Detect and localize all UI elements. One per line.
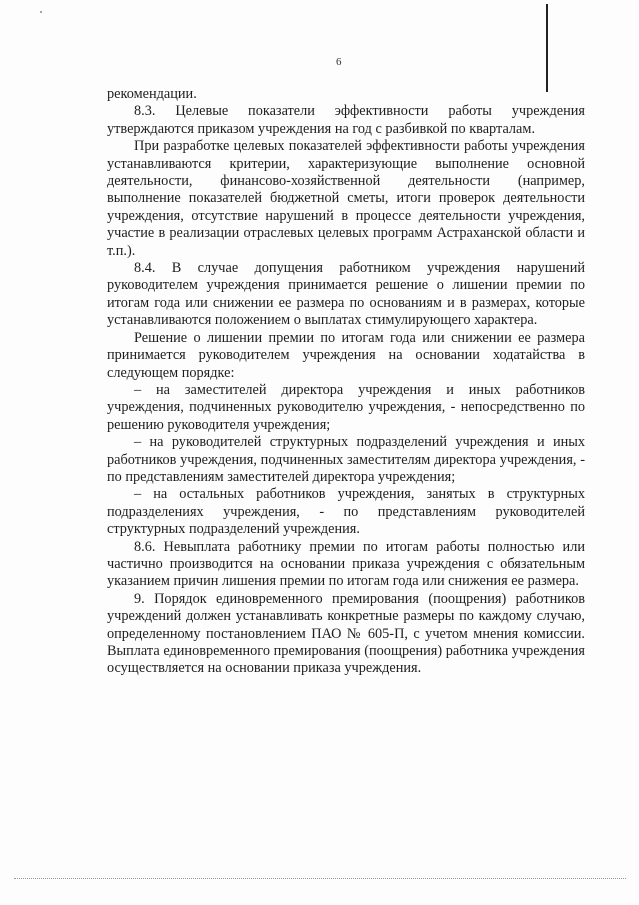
scan-speck xyxy=(40,11,42,13)
page-number: 6 xyxy=(336,56,342,68)
list-item-other-employees: – на остальных работников учреждения, занятых в структурных подразделениях учреждения, - по представлениям руководителей структурных подразделений учреждения. xyxy=(107,486,585,538)
paragraph-8-4: 8.4. В случае допущения работником учреждения нарушений руководителем учреждения принимается решение о лишении премии по итогам года или снижении ее размера по основаниям и в размерах, которые устанавливаются положением о выплатах стимулирующего характера. xyxy=(107,260,585,329)
scan-bottom-edge xyxy=(14,878,626,879)
scan-edge-mark xyxy=(546,4,548,92)
paragraph-decision-order: Решение о лишении премии по итогам года или снижении ее размера принимается руководителем учреждения на основании ходатайства в следующем порядке: xyxy=(107,329,585,381)
paragraph-9: 9. Порядок единовременного премирования (поощрения) работников учреждений должен устанавливать конкретные размеры по каждому случаю, определенному постановлением ПАО № 605-П, с учетом мнения комиссии. Выплата единовременного премирования (поощрения) работника учреждения осуществляется на основании приказа учреждения. xyxy=(107,590,585,677)
paragraph-8-6: 8.6. Невыплата работнику премии по итогам работы полностью или частично производится на основании приказа учреждения с обязательным указанием причин лишения премии по итогам года или снижения ее размера. xyxy=(107,538,585,590)
list-item-deputies: – на заместителей директора учреждения и иных работников учреждения, подчиненных руководителю учреждения, - непосредственно по решению руководителя учреждения; xyxy=(107,381,585,433)
paragraph-criteria: При разработке целевых показателей эффективности работы учреждения устанавливаются критерии, характеризующие выполнение основной деятельности, финансово-хозяйственной деятельности (например, выполнение показателей бюджетной сметы, итоги проверок деятельности учреждения, отсутствие нарушений в процессе деятельности учреждения, участие в реализации отраслевых целевых программ Астраханской области и т.п.). xyxy=(107,138,585,259)
paragraph-8-3: 8.3. Целевые показатели эффективности работы учреждения утверждаются приказом учреждения на год с разбивкой по кварталам. xyxy=(107,103,585,137)
document-body xyxy=(107,86,585,678)
paragraph-continuation: рекомендации. xyxy=(107,86,197,102)
list-item-department-heads: – на руководителей структурных подразделений учреждения и иных работников учреждения, подчиненных заместителям директора учреждения, - по представлениям заместителей директора учреждения; xyxy=(107,434,585,485)
